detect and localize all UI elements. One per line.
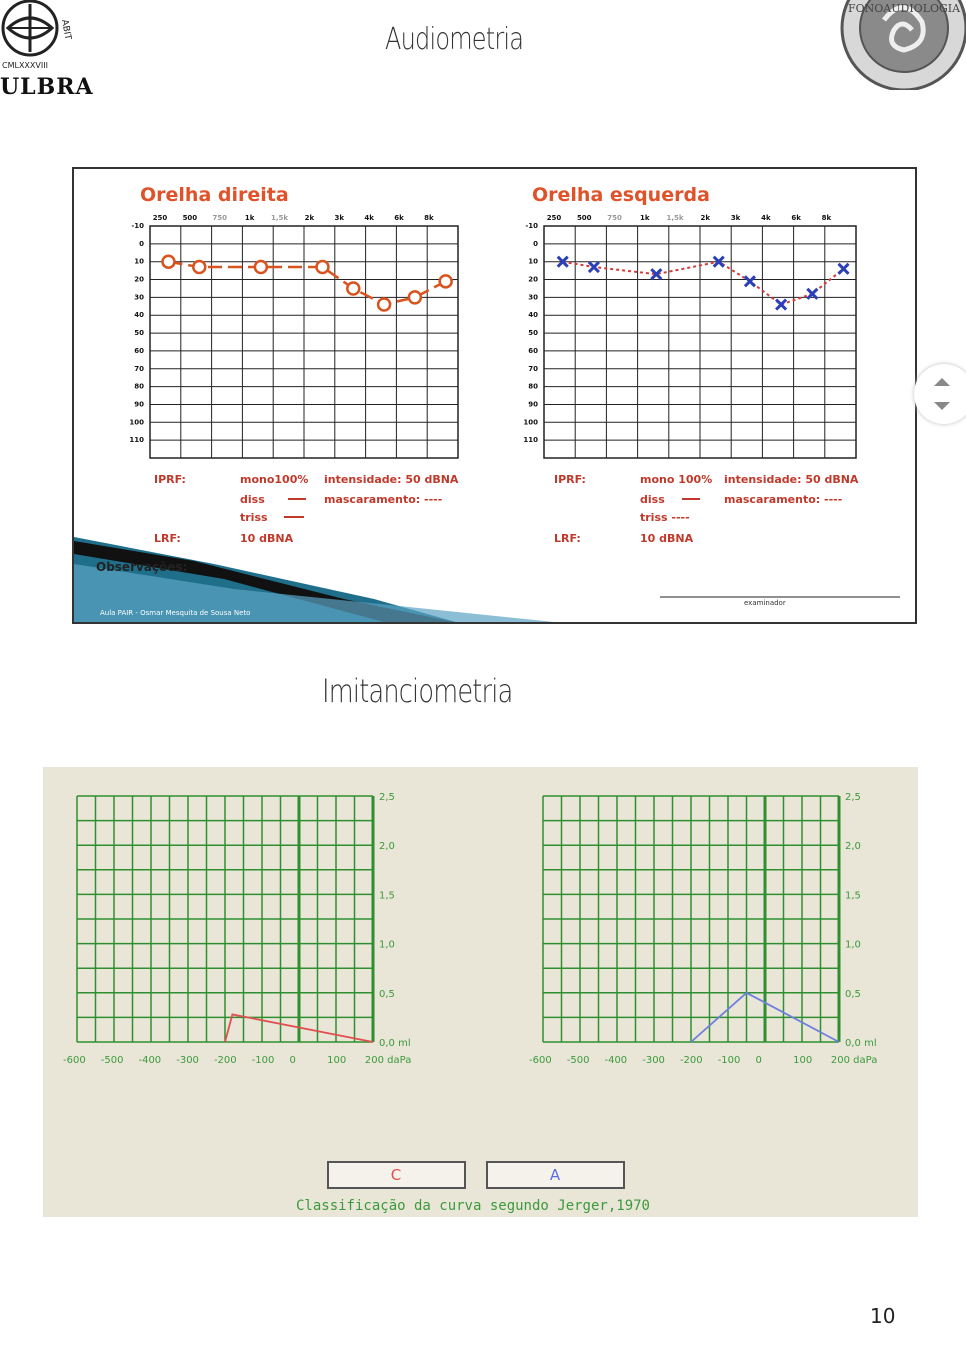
right-lrf-label: LRF: (154, 532, 181, 545)
right-iprf-label: IPRF: (154, 473, 186, 486)
right-diss: diss (240, 493, 265, 506)
right-tymp-ytick: 1,0 (379, 939, 395, 951)
left-tymp-xtick: -200 (679, 1055, 703, 1066)
right-freq-label: 1k (244, 214, 255, 222)
type-a-label: A (549, 1166, 561, 1184)
right-threshold-circle (347, 282, 359, 294)
right-level-label: 20 (134, 275, 144, 284)
right-threshold-circle (162, 256, 174, 268)
left-freq-label: 6k (791, 214, 801, 222)
right-freq-label: 6k (394, 214, 404, 222)
left-ear-title: Orelha esquerda (532, 184, 710, 206)
left-level-label: 90 (528, 400, 538, 409)
right-level-label: 30 (134, 293, 144, 302)
right-level-label: 0 (139, 239, 144, 248)
right-threshold-circle (316, 261, 328, 273)
left-level-label: 0 (533, 239, 538, 248)
ulbra-logo-text: ULBRA (0, 74, 94, 100)
left-tymp-xtick: -300 (642, 1055, 665, 1066)
right-freq-label: 3k (334, 214, 345, 222)
left-tymp-xtick: 100 (793, 1055, 813, 1066)
right-tymp-xtick: 0 (289, 1055, 296, 1066)
tympanogram-panel (43, 767, 918, 1217)
left-level-label: 60 (528, 346, 538, 355)
left-tymp-xtick: 0 (755, 1055, 762, 1066)
jerger-caption: Classificação da curva segundo Jerger,1970 (295, 1198, 651, 1214)
left-tymp-ytick: 0,5 (845, 988, 861, 1000)
left-tymp-xtick: -500 (566, 1055, 590, 1066)
right-tymp-xtick: 100 (327, 1055, 347, 1066)
right-level-label: 50 (134, 329, 144, 338)
left-freq-label: 1,5k (666, 214, 684, 222)
left-level-label: 40 (528, 311, 538, 320)
right-level-label: 60 (134, 346, 144, 355)
right-mascaramento: mascaramento: ---- (324, 493, 443, 506)
seal-text: FONOAUDIOLOGIA (848, 2, 961, 15)
left-level-label: 30 (528, 293, 538, 302)
left-freq-label: 4k (761, 214, 771, 222)
right-tymp-xtick: -300 (176, 1055, 199, 1066)
left-lrf-value: 10 dBNA (640, 532, 694, 545)
right-tymp-xtick: -600 (63, 1055, 86, 1066)
right-intensidade: intensidade: 50 dBNA (324, 473, 459, 486)
right-level-label: 90 (134, 400, 144, 409)
right-threshold-circle (255, 261, 267, 273)
left-mascaramento: mascaramento: ---- (724, 493, 843, 506)
left-level-label: 100 (523, 418, 538, 427)
right-level-label: -10 (131, 222, 144, 230)
updown-arrows-icon (914, 364, 966, 424)
right-level-label: 10 (134, 257, 144, 266)
left-level-label: 50 (528, 329, 538, 338)
left-tymp-ytick: 1,0 (845, 939, 861, 951)
right-threshold-circle (378, 299, 390, 311)
left-lrf-label: LRF: (554, 532, 581, 545)
left-level-label: 20 (528, 275, 538, 284)
svg-text:ABIT: ABIT (59, 18, 73, 41)
left-freq-label: 3k (730, 214, 741, 222)
left-mono: mono 100% (640, 473, 713, 486)
type-c-label: C (390, 1166, 402, 1184)
left-tymp-ytick: 2,5 (845, 792, 861, 803)
left-tymp-ytick: 0,0 ml (845, 1038, 877, 1049)
scroll-updown-button[interactable] (914, 364, 966, 424)
right-level-label: 100 (129, 418, 144, 427)
left-tymp-xtick: -100 (717, 1055, 741, 1066)
right-level-label: 70 (134, 364, 144, 373)
right-threshold-circle (193, 261, 205, 273)
tympanogram-svg (43, 767, 918, 1217)
logo-seal-text: CMLXXXVIII (2, 61, 48, 70)
left-tymp-xtick: 200 daPa (830, 1055, 878, 1066)
left-freq-label: 250 (546, 214, 562, 222)
right-freq-label: 750 (212, 214, 228, 222)
imitanciometria-title: Imitanciometria (322, 672, 513, 710)
left-freq-label: 1k (640, 214, 650, 222)
fonoaudiologia-seal-icon (838, 0, 966, 90)
right-mono: mono100% (240, 473, 309, 486)
left-tymp-xtick: -400 (604, 1055, 628, 1066)
right-tymp-ytick: 0,0 ml (379, 1038, 411, 1049)
left-level-label: 10 (528, 257, 538, 266)
left-freq-label: 2k (700, 214, 711, 222)
left-level-label: 110 (523, 436, 538, 445)
slide-footer: Aula PAIR - Osmar Mesquita de Sousa Neto (100, 609, 251, 617)
left-tymp-ytick: 1,5 (845, 890, 861, 902)
right-tymp-ytick: 1,5 (379, 890, 395, 902)
audiogram-svg (74, 169, 915, 622)
left-iprf-label: IPRF: (554, 473, 586, 486)
right-level-label: 110 (129, 436, 144, 445)
right-freq-label: 8k (424, 214, 434, 222)
right-ear-title: Orelha direita (140, 184, 289, 206)
left-tymp-ytick: 2,0 (845, 841, 861, 853)
right-threshold-circle (440, 275, 452, 287)
right-tymp-ytick: 2,0 (379, 841, 395, 853)
right-tymp-xtick: -100 (251, 1055, 275, 1066)
page-number: 10 (870, 1304, 896, 1328)
left-freq-label: 500 (576, 214, 592, 222)
right-level-label: 40 (134, 311, 144, 320)
observacoes-label: Observações: (96, 560, 188, 574)
left-intensidade: intensidade: 50 dBNA (724, 473, 859, 486)
audiogram-slide (72, 167, 917, 624)
right-tymp-xtick: -500 (100, 1055, 124, 1066)
left-triss: triss ---- (640, 511, 690, 524)
left-level-label: -10 (525, 222, 538, 230)
right-tymp-xtick: 200 daPa (364, 1055, 412, 1066)
right-freq-label: 2k (304, 214, 315, 222)
right-threshold-circle (409, 291, 421, 303)
audiometria-title: Audiometria (385, 22, 524, 57)
left-level-label: 70 (528, 364, 538, 373)
left-freq-label: 750 (607, 214, 622, 222)
left-level-label: 80 (528, 382, 538, 391)
right-level-label: 80 (134, 382, 144, 391)
right-freq-label: 4k (364, 214, 374, 222)
examinador-label: examinador (744, 599, 786, 607)
right-lrf-value: 10 dBNA (240, 532, 294, 545)
right-freq-label: 1,5k (270, 214, 289, 222)
right-tymp-ytick: 0,5 (379, 988, 395, 1000)
left-diss: diss (640, 493, 665, 506)
right-tymp-ytick: 2,5 (379, 792, 395, 803)
right-freq-label: 250 (152, 214, 168, 222)
left-tymp-xtick: -600 (529, 1055, 552, 1066)
right-tymp-xtick: -200 (213, 1055, 237, 1066)
left-freq-label: 8k (821, 214, 832, 222)
right-triss: triss (240, 511, 268, 524)
right-tymp-xtick: -400 (138, 1055, 162, 1066)
right-freq-label: 500 (182, 214, 198, 222)
